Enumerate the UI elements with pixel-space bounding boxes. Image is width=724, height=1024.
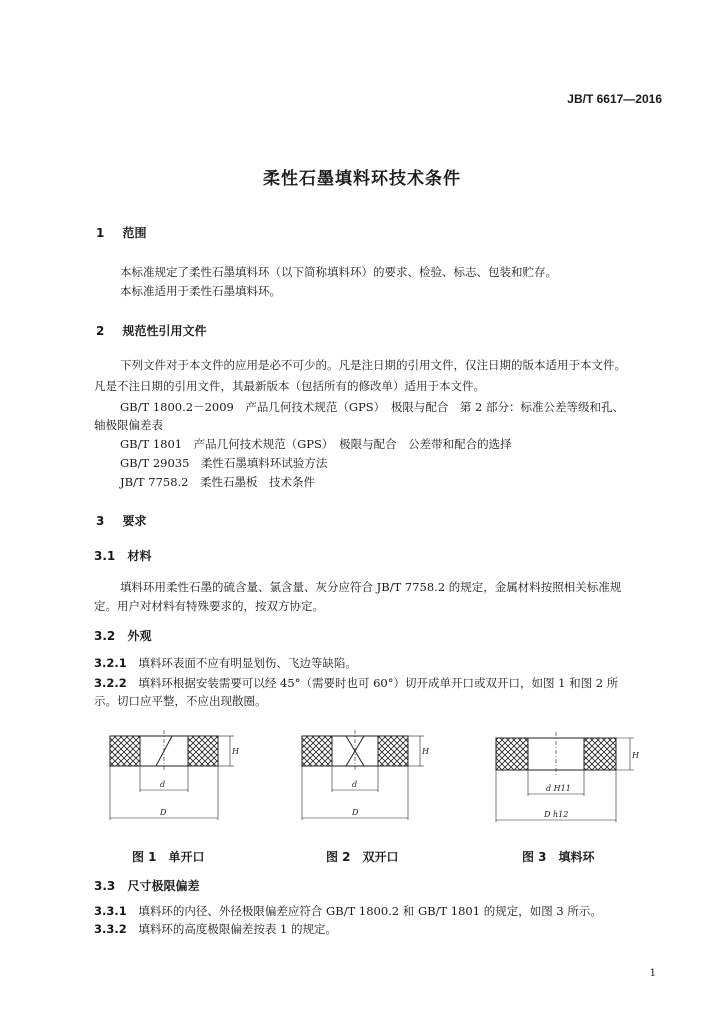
paragraph: 本标准适用于柔性石墨填料环。 [120,284,281,298]
section-title: 要求 [122,514,147,528]
clause-number: 3.3.1 [94,904,127,918]
paragraph: 本标准规定了柔性石墨填料环（以下简称填料环）的要求、检验、标志、包装和贮存。 [120,265,557,279]
clause-text: 填料环表面不应有明显划伤、飞边等缺陷。 [138,656,357,670]
document-title: 柔性石墨填料环技术条件 [263,169,461,189]
figure-2-double-opening [302,730,430,820]
paragraph: 下列文件对于本文件的应用是必不可少的。凡是注日期的引用文件，仅注日期的版本适用于本文件。 [120,358,626,372]
section-title: 尺寸极限偏差 [127,879,200,893]
section-2-heading [96,322,207,339]
clause-3-3-1 [94,902,602,921]
height-label: H [632,751,639,760]
paragraph: 定。用户对材料有特殊要求的，按双方协定。 [94,599,324,613]
section-title: 材料 [127,549,152,563]
section-number: 3 [96,514,105,528]
height-label: H [422,747,429,756]
clause-text: 填料环的高度极限偏差按表 1 的规定。 [138,922,338,936]
height-label: H [232,747,239,756]
clause-number: 3.3.2 [94,922,127,936]
section-3-heading [96,512,147,529]
section-1-heading [96,224,147,241]
figure-1-caption: 图 1 单开口 [132,850,205,864]
reference-item: GB/T 1800.2－2009 产品几何技术规范（GPS） 极限与配合 第 2 部分：标准公差等级和孔、 [120,400,625,414]
page-number: 1 [649,968,656,979]
section-title: 外观 [127,629,152,643]
outer-diameter-label: D [352,808,359,817]
reference-item: GB/T 29035 柔性石墨填料环试验方法 [120,456,328,470]
section-number: 2 [96,324,105,338]
reference-item: GB/T 1801 产品几何技术规范（GPS） 极限与配合 公差带和配合的选择 [120,437,512,451]
clause-text: 填料环根据安装需要可以经 45°（需要时也可 60°）切开成单开口或双开口，如图 1 和图 2 所 [138,676,619,690]
section-title: 范围 [122,226,147,240]
clause-3-2-2 [94,674,618,693]
section-title: 规范性引用文件 [122,324,207,338]
inner-diameter-label: d [352,780,358,789]
paragraph: 凡是不注日期的引用文件，其最新版本（包括所有的修改单）适用于本文件。 [94,379,485,393]
section-number: 3.3 [94,879,116,893]
figure-3-packing-ring [496,732,640,822]
clause-3-2-1 [94,654,357,673]
section-3-1-heading [94,547,151,564]
standard-number: JB/T 6617—2016 [567,92,662,106]
section-3-2-heading [94,627,151,644]
paragraph: 填料环用柔性石墨的硫含量、氯含量、灰分应符合 JB/T 7758.2 的规定，金属材料按照相关标准规 [120,580,622,594]
paragraph: 示。切口应平整，不应出现散圈。 [94,694,267,708]
outer-diameter-label: D [160,808,167,817]
section-number: 1 [96,226,105,240]
inner-diameter-label: d H11 [546,784,571,793]
reference-item: 轴极限偏差表 [94,418,163,432]
figure-3-caption: 图 3 填料环 [522,850,595,864]
figures-drawing [100,728,660,838]
clause-3-3-2 [94,920,337,939]
section-number: 3.2 [94,629,116,643]
figure-1-single-opening [110,730,240,820]
section-number: 3.1 [94,549,116,563]
clause-number: 3.2.1 [94,656,127,670]
clause-number: 3.2.2 [94,676,127,690]
clause-text: 填料环的内径、外径极限偏差应符合 GB/T 1800.2 和 GB/T 1801 的规定，如图 3 所示。 [138,904,602,918]
section-3-3-heading [94,877,199,894]
outer-diameter-label: D h12 [544,810,569,819]
reference-item: JB/T 7758.2 柔性石墨板 技术条件 [120,475,315,489]
figure-2-caption: 图 2 双开口 [326,850,399,864]
inner-diameter-label: d [160,780,166,789]
